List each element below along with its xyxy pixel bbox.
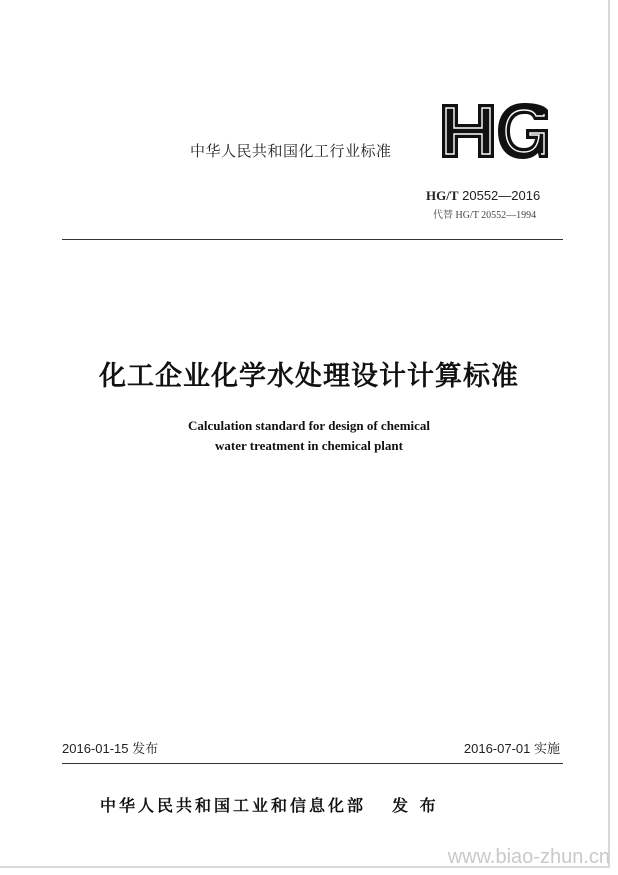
replaces-standard: 代替 HG/T 20552—1994 bbox=[433, 210, 537, 221]
issuer-name: 中华人民共和国工业和信息化部 bbox=[100, 796, 367, 815]
issue-date: 2016-01-15 发布 bbox=[62, 741, 159, 756]
hg-logo-letter-g bbox=[498, 103, 548, 159]
title-english-line2: water treatment in chemical plant bbox=[215, 438, 403, 453]
header-organization: 中华人民共和国化工行业标准 bbox=[190, 142, 392, 160]
top-divider bbox=[62, 239, 563, 240]
hg-logo-letter-h bbox=[442, 104, 494, 158]
title-english bbox=[0, 416, 618, 456]
implementation-date: 2016-07-01 实施 bbox=[463, 741, 560, 756]
issuer bbox=[100, 793, 439, 816]
title-chinese: 化工企业化学水处理设计计算标准 bbox=[99, 361, 519, 392]
watermark: www.biao-zhun.cn bbox=[447, 846, 610, 868]
hg-logo bbox=[438, 102, 552, 160]
standard-code-number: 20552—2016 bbox=[462, 188, 541, 203]
standard-code bbox=[426, 188, 540, 204]
standard-code-prefix: HG/T bbox=[426, 188, 459, 203]
bottom-divider bbox=[62, 763, 563, 764]
title-english-line1: Calculation standard for design of chemical bbox=[187, 418, 431, 433]
issuer-action: 发 布 bbox=[392, 796, 439, 815]
